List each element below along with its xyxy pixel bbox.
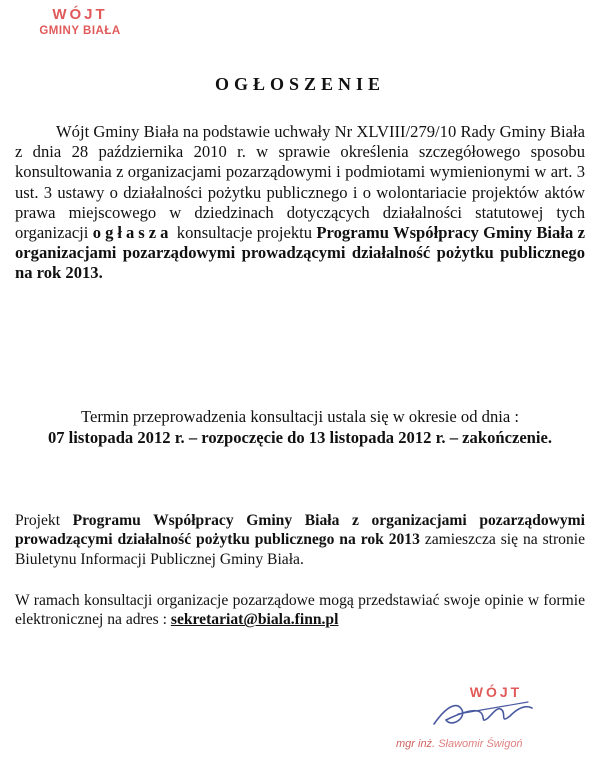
signature-stamp: WÓJT: [469, 684, 523, 700]
signatory-title: mgr inż.: [396, 738, 436, 750]
header-stamp: [20, 6, 140, 39]
main-paragraph-text-b: konsultacje projektu: [176, 223, 313, 243]
term-dates: 07 listopada 2012 r. – rozpoczęcie do 13 listopada 2012 r. – zakończenie.: [47, 428, 553, 447]
consultation-term: [15, 406, 585, 448]
project-suffix: zamieszcza się na stronie Biuletynu Informacji Publicznej Gminy Biała.: [15, 531, 586, 568]
signatory-fullname: Sławomir Świgoń: [438, 738, 523, 750]
signature-block: [390, 684, 590, 760]
project-prefix: Projekt: [15, 512, 61, 529]
project-program-title: Programu Współpracy Gminy Biała z organizacjami pozarządowymi prowadzącymi działalność pożytku publicznego na rok 2013: [15, 512, 585, 549]
term-intro: Termin przeprowadzenia konsultacji ustala się w okresie od dnia :: [81, 407, 519, 426]
contact-text: W ramach konsultacji organizacje pozarządowe mogą przedstawiać swoje opinie w formie elektronicznej na adres :: [15, 592, 585, 629]
main-paragraph: [15, 122, 585, 284]
email-address[interactable]: sekretariat@biala.finn.pl: [170, 611, 339, 629]
signatory-name: [396, 738, 523, 750]
project-paragraph: [15, 511, 585, 569]
header-stamp-subtitle: GMINY BIAŁA: [39, 25, 121, 37]
main-paragraph-text: Wójt Gminy Biała na podstawie uchwały Nr XLVIII/279/10 Rady Gminy Biała z dnia 28 października 2010 r. w sprawie określenia szczegółowego sposobu konsultowania z organizacjami pozarządowymi i podmiotami wymienionymi w art. 3 ust. 3 ustawy o działalności pożytku publicznego i o wolontariacie projektów aktów prawa miejscowego w dziedzinach dotyczących działalności statutowej tych organizacji: [15, 122, 585, 243]
header-stamp-title: WÓJT: [52, 6, 108, 23]
page-title: OGŁOSZENIE: [214, 74, 386, 94]
announces-word: ogłasza: [92, 223, 173, 243]
contact-paragraph: [15, 591, 585, 630]
program-title: Programu Współpracy Gminy Biała z organizacjami pozarządowymi prowadzącymi działalność pożytku publicznego na rok 2013.: [15, 223, 585, 283]
handwritten-signature: [428, 694, 548, 734]
